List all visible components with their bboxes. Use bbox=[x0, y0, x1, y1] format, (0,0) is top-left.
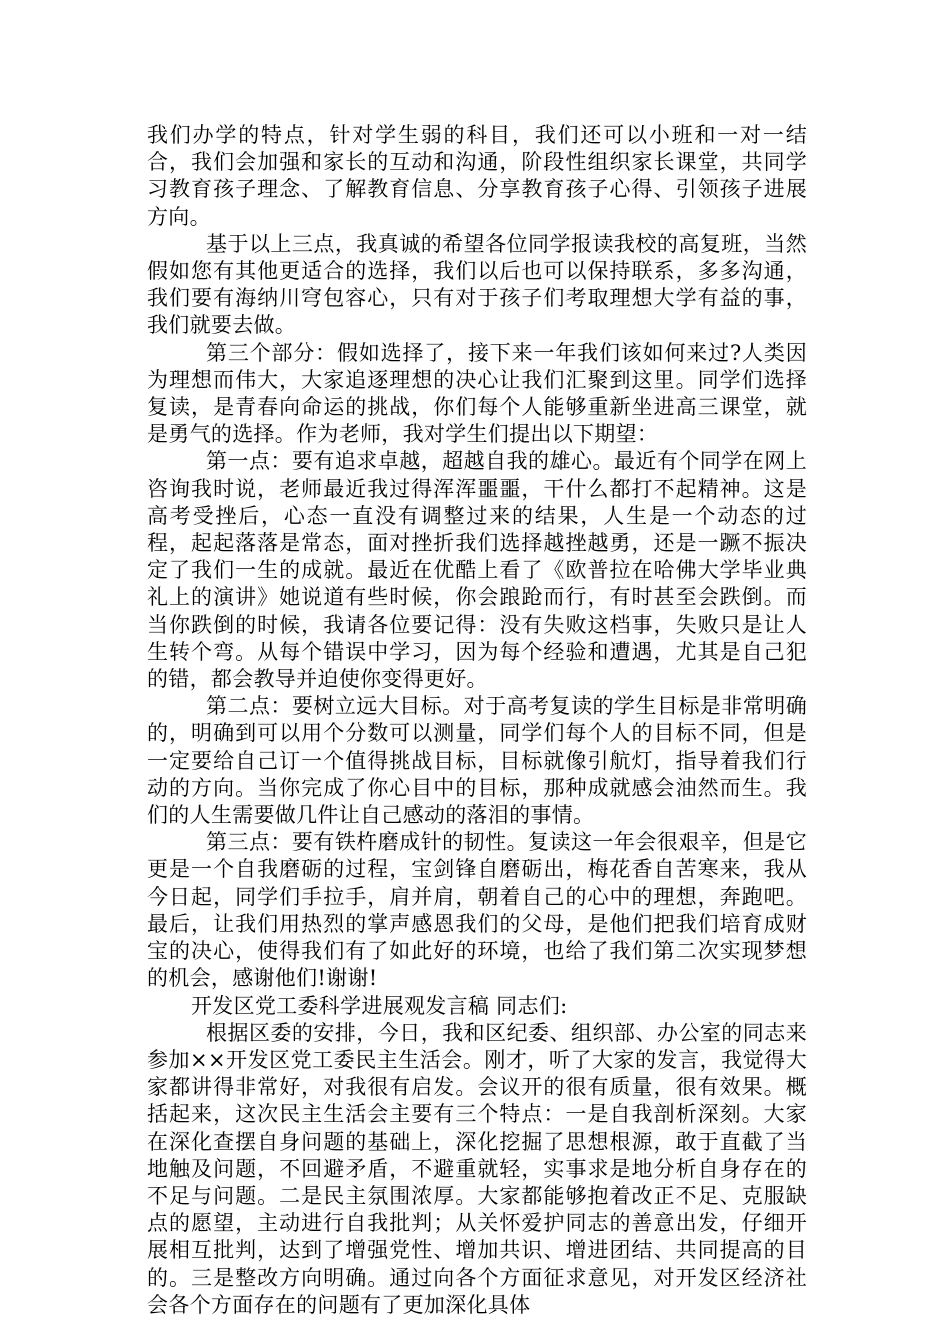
paragraph-3: 第三个部分：假如选择了，接下来一年我们该如何来过?人类因为理想而伟大，大家追逐理想的决心让我们汇聚到这里。同学们选择复读，是青春向命运的挑战，你们每个人能够重新坐进高三课堂，就是勇气的选择。作为老师，我对学生们提出以下期望： bbox=[147, 340, 807, 447]
paragraph-5: 第二点：要树立远大目标。对于高考复读的学生目标是非常明确的，明确到可以用个分数可以测量，同学们每个人的目标不同，但是一定要给自己订一个值得挑战目标，目标就像引航灯，指导着我们行动的方向。当你完成了你心目中的目标，那种成就感会油然而生。我们的人生需要做几件让自己感动的落泪的事情。 bbox=[147, 694, 807, 828]
paragraph-6: 第三点：要有铁杵磨成针的韧性。复读这一年会很艰辛，但是它更是一个自我磨砺的过程，宝剑锋自磨砺出，梅花香自苦寒来，我从今日起，同学们手拉手，肩并肩，朝着自己的心中的理想，奔跑吧。最后，让我们用热烈的掌声感恩我们的父母，是他们把我们培育成财宝的决心，使得我们有了如此好的环境，也给了我们第二次实现梦想的机会，感谢他们!谢谢! bbox=[147, 830, 807, 991]
document-body bbox=[147, 122, 807, 1319]
paragraph-2: 基于以上三点，我真诚的希望各位同学报读我校的高复班，当然假如您有其他更适合的选择，我们以后也可以保持联系，多多沟通，我们要有海纳川穹包容心，只有对于孩子们考取理想大学有益的事，我们就要去做。 bbox=[147, 231, 807, 338]
paragraph-8: 根据区委的安排，今日，我和区纪委、组织部、办公室的同志来参加××开发区党工委民主生活会。刚才，听了大家的发言，我觉得大家都讲得非常好，对我很有启发。会议开的很有质量，很有效果。概括起来，这次民主生活会主要有三个特点：一是自我剖析深刻。大家在深化查摆自身问题的基础上，深化挖掘了思想根源，敢于直截了当地触及问题，不回避矛盾，不避重就轻，实事求是地分析自身存在的不足与问题。二是民主氛围浓厚。大家都能够抱着改正不足、克服缺点的愿望，主动进行自我批判；从关怀爱护同志的善意出发，仔细开展相互批判，达到了增强党性、增加共识、增进团结、共同提高的目的。三是整改方向明确。通过向各个方面征求意见，对开发区经济社会各个方面存在的问题有了更加深化具体 bbox=[147, 1020, 807, 1317]
speech-title: 开发区党工委科学进展观发言稿 同志们: bbox=[191, 993, 568, 1018]
paragraph-4: 第一点：要有追求卓越，超越自我的雄心。最近有个同学在网上咨询我时说，老师最近我过得浑浑噩噩，干什么都打不起精神。这是高考受挫后，心态一直没有调整过来的结果，人生是一个动态的过程，起起落落是常态，面对挫折我们选择越挫越勇，还是一蹶不振决定了我们一生的成就。最近在优酷上看了《欧普拉在哈佛大学毕业典礼上的演讲》她说道有些时候，你会踉跄而行，有时甚至会跌倒。而当你跌倒的时候，我请各位要记得：没有失败这档事，失败只是让人生转个弯。从每个错误中学习，因为每个经验和遭遇，尤其是自己犯的错，都会教导并迫使你变得更好。 bbox=[147, 449, 807, 692]
paragraph-1: 我们办学的特点，针对学生弱的科目，我们还可以小班和一对一结合，我们会加强和家长的互动和沟通，阶段性组织家长课堂，共同学习教育孩子理念、了解教育信息、分享教育孩子心得、引领孩子进展方向。 bbox=[147, 123, 807, 229]
